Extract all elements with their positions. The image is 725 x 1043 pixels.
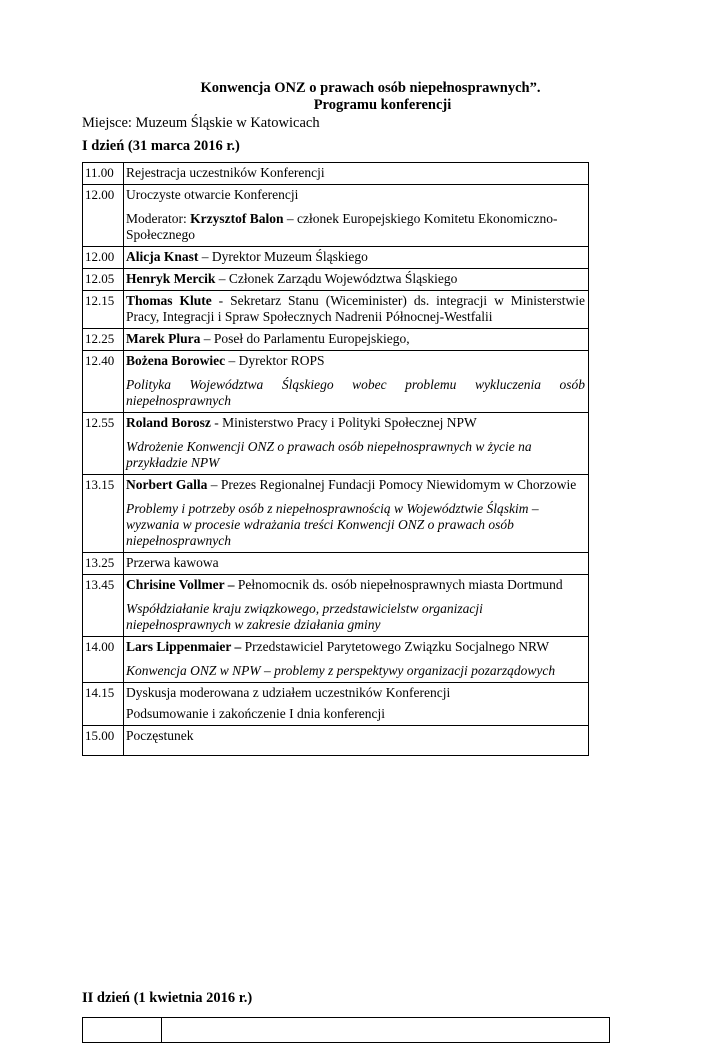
time-cell: 14.00 <box>83 637 124 683</box>
moderator-line <box>126 211 585 243</box>
time-cell: 12.00 <box>83 185 124 247</box>
agenda-cell <box>124 329 589 351</box>
talk-topic: Problemy i potrzeby osób z niepełnosprawnością w Województwie Śląskim – wyzwania w procesie wdrażania treści Konwencji ONZ o prawach osób niepełnosprawnych <box>126 501 539 548</box>
agenda-text: Przerwa kawowa <box>126 555 219 570</box>
table-row <box>83 163 589 185</box>
time-cell: 11.00 <box>83 163 124 185</box>
table-row <box>83 185 589 247</box>
agenda-cell <box>124 163 589 185</box>
table-row <box>83 329 589 351</box>
speaker-role: Przedstawiciel Parytetowego Związku Socjalnego NRW <box>244 639 550 654</box>
day1-program-table <box>82 162 589 756</box>
agenda-text: Poczęstunek <box>126 728 194 743</box>
time-cell: 15.00 <box>83 726 124 756</box>
agenda-text-secondary: Podsumowanie i zakończenie I dnia konferencji <box>126 706 386 721</box>
document-subtitle: Programu konferencji <box>313 97 452 113</box>
table-row <box>83 475 589 553</box>
time-cell: 12.15 <box>83 291 124 329</box>
table-row <box>83 637 589 683</box>
agenda-cell <box>124 726 589 756</box>
table-row <box>83 291 589 329</box>
speaker-role: – Prezes Regionalnej Fundacji Pomocy Niewidomym w Chorzowie <box>210 477 577 492</box>
time-cell: 12.55 <box>83 413 124 475</box>
speaker-role: - Ministerstwo Pracy i Polityki Społecznej NPW <box>214 415 477 430</box>
document-title: Konwencja ONZ o prawach osób niepełnosprawnych”. <box>200 80 541 96</box>
speaker-name: Bożena Borowiec <box>126 353 226 368</box>
table-row <box>83 575 589 637</box>
table-row <box>83 247 589 269</box>
table-row <box>83 413 589 475</box>
table-row <box>83 1018 610 1043</box>
time-cell: 13.45 <box>83 575 124 637</box>
table-row <box>83 683 589 726</box>
speaker-role: – Członek Zarządu Województwa Śląskiego <box>218 271 458 286</box>
talk-topic: Polityka Województwa Śląskiego wobec problemu wykluczenia osób niepełnosprawnych <box>126 377 585 408</box>
time-cell: 14.15 <box>83 683 124 726</box>
speaker-name: Marek Plura <box>126 331 201 346</box>
speaker-role: – Dyrektor ROPS <box>228 353 325 368</box>
table-row <box>83 726 589 756</box>
agenda-cell <box>124 291 589 329</box>
agenda-cell <box>124 351 589 413</box>
speaker-name: Chrisine Vollmer – <box>126 577 235 592</box>
agenda-cell <box>124 413 589 475</box>
moderator-role: – członek Europejskiego Komitetu Ekonomiczno-Społecznego <box>126 211 558 242</box>
day2-program-table <box>82 1017 610 1043</box>
speaker-name: Alicja Knast <box>126 249 199 264</box>
table-row <box>83 351 589 413</box>
speaker-role: – Poseł do Parlamentu Europejskiego, <box>203 331 410 346</box>
time-cell: 12.25 <box>83 329 124 351</box>
time-cell: 12.40 <box>83 351 124 413</box>
agenda-cell <box>124 269 589 291</box>
speaker-role: - Sekretarz Stanu (Wiceminister) ds. integracji w Ministerstwie Pracy, Integracji i Spraw Społecznych Nadrenii Północnej-Westfalii <box>126 293 586 324</box>
time-cell <box>83 1018 162 1043</box>
speaker-name: Lars Lippenmaier – <box>126 639 242 654</box>
talk-topic: Współdziałanie kraju związkowego, przedstawicielstw organizacji niepełnosprawnych w zakresie działania gminy <box>126 601 483 632</box>
agenda-cell <box>124 575 589 637</box>
agenda-cell <box>124 553 589 575</box>
speaker-name: Roland Borosz <box>126 415 211 430</box>
speaker-name: Henryk Mercik <box>126 271 216 286</box>
day1-heading: I dzień (31 marca 2016 r.) <box>82 138 240 154</box>
speaker-name: Norbert Galla <box>126 477 208 492</box>
time-cell: 13.25 <box>83 553 124 575</box>
agenda-cell <box>124 185 589 247</box>
day2-heading: II dzień (1 kwietnia 2016 r.) <box>82 990 253 1006</box>
agenda-cell <box>162 1018 610 1043</box>
speaker-name: Thomas Klute <box>126 293 212 308</box>
agenda-text: Rejestracja uczestników Konferencji <box>126 165 325 180</box>
time-cell: 13.15 <box>83 475 124 553</box>
agenda-text: Uroczyste otwarcie Konferencji <box>126 187 299 202</box>
moderator-prefix: Moderator: <box>126 211 187 226</box>
speaker-role: Pełnomocnik ds. osób niepełnosprawnych miasta Dortmund <box>237 577 563 592</box>
table-row <box>83 553 589 575</box>
time-cell: 12.00 <box>83 247 124 269</box>
agenda-cell <box>124 683 589 726</box>
time-cell: 12.05 <box>83 269 124 291</box>
table-row <box>83 269 589 291</box>
talk-topic: Wdrożenie Konwencji ONZ o prawach osób niepełnosprawnych w życie na przykładzie NPW <box>126 439 532 470</box>
agenda-cell <box>124 475 589 553</box>
talk-topic: Konwencja ONZ w NPW – problemy z perspektywy organizacji pozarządowych <box>126 663 556 678</box>
venue-line: Miejsce: Muzeum Śląskie w Katowicach <box>82 115 320 131</box>
agenda-cell <box>124 637 589 683</box>
agenda-cell <box>124 247 589 269</box>
moderator-name: Krzysztof Balon <box>190 211 284 226</box>
agenda-text: Dyskusja moderowana z udziałem uczestników Konferencji <box>126 685 451 700</box>
speaker-role: – Dyrektor Muzeum Śląskiego <box>201 249 368 264</box>
